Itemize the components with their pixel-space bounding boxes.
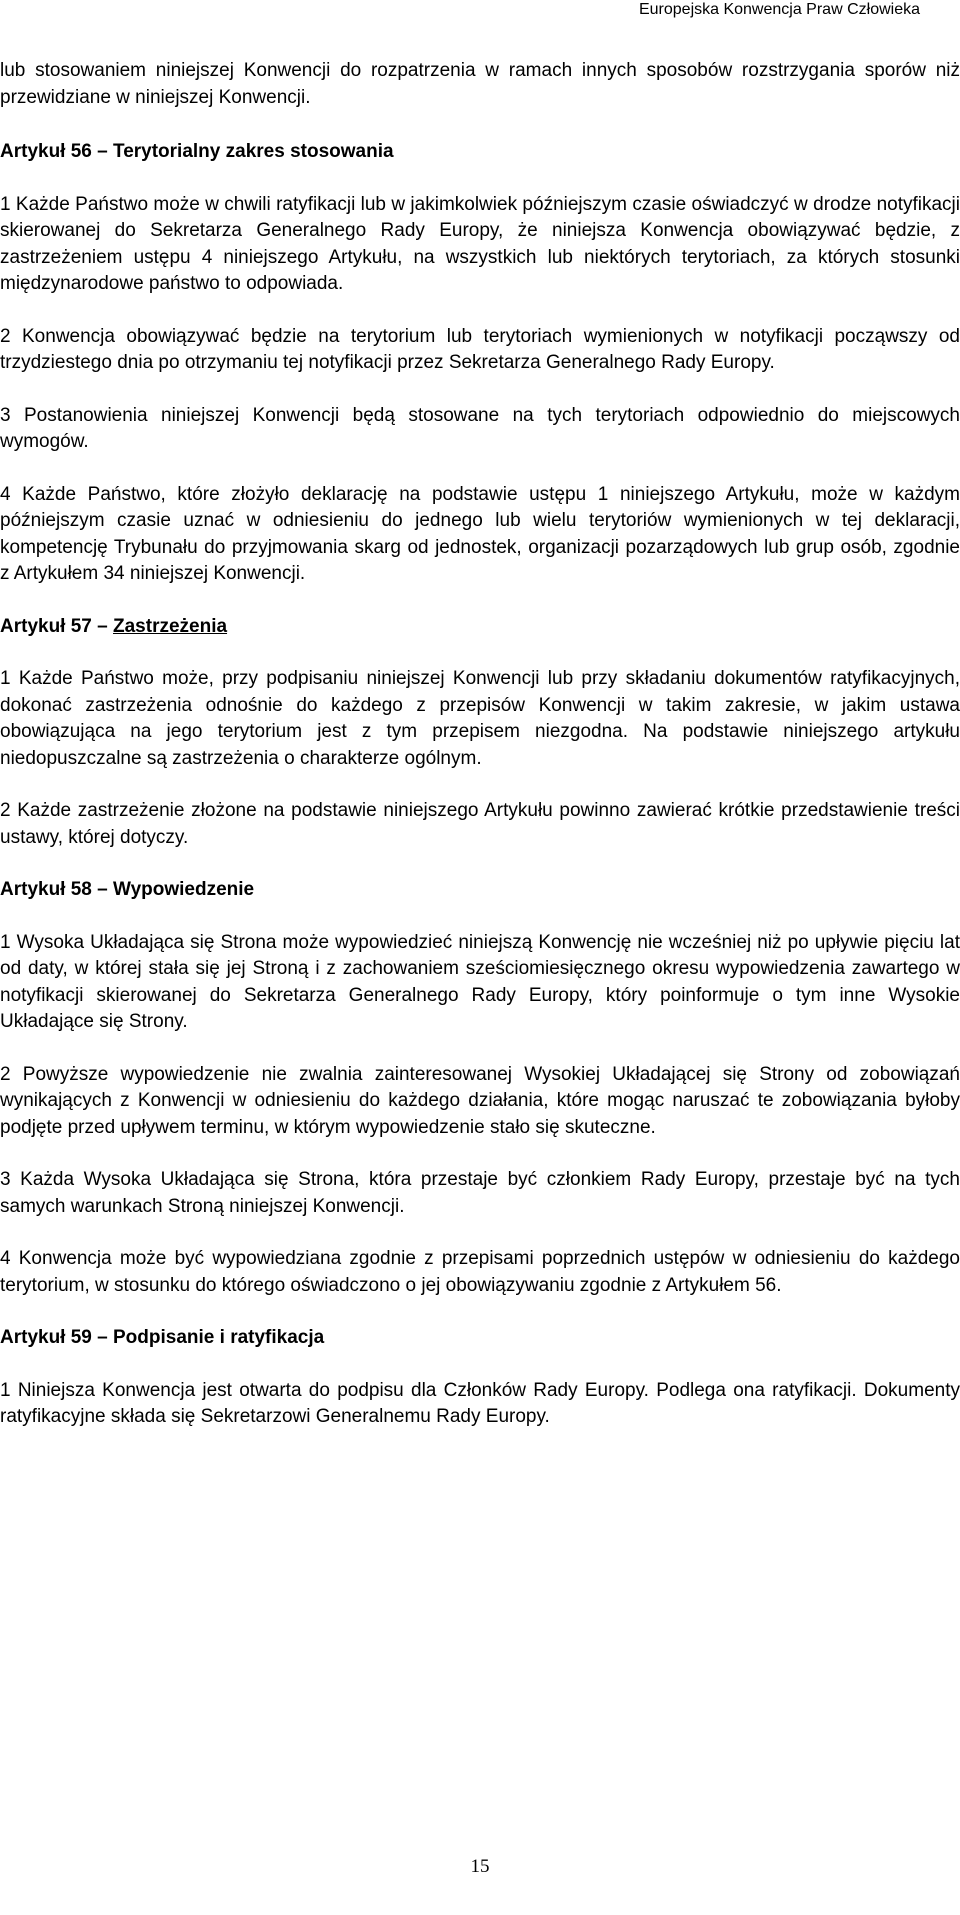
intro-paragraph: lub stosowaniem niniejszej Konwencji do rozpatrzenia w ramach innych sposobów rozstrzygania sporów niż przewidziane w niniejszej Konwencji. [0, 60, 960, 108]
article-56-paragraph-2: 2 Konwencja obowiązywać będzie na terytorium lub terytoriach wymienionych w notyfikacji począwszy od trzydziestego dnia po otrzymaniu tej notyfikacji przez Sekretarza Generalnego Rady Europy. [0, 325, 960, 373]
article-title: Wypowiedzenie [113, 879, 255, 900]
article-number: Artykuł 59 – [0, 1327, 113, 1348]
article-title: Podpisanie i ratyfikacja [113, 1327, 325, 1348]
running-header: Europejska Konwencja Praw Człowieka [638, 1, 920, 18]
article-59-heading [0, 1325, 960, 1352]
article-number: Artykuł 56 – [0, 141, 113, 162]
article-58-paragraph-3: 3 Każda Wysoka Układająca się Strona, która przestaje być członkiem Rady Europy, przestaje być na tych samych warunkach Stroną niniejszej Konwencji. [0, 1169, 960, 1217]
article-56-paragraph-3: 3 Postanowienia niniejszej Konwencji będą stosowane na tych terytoriach odpowiednio do miejscowych wymogów. [0, 404, 960, 452]
article-58-paragraph-4: 4 Konwencja może być wypowiedziana zgodnie z przepisami poprzednich ustępów w odniesieniu do każdego terytorium, w stosunku do którego oświadczono o jej obowiązywaniu zgodnie z Artykułem 56. [0, 1248, 960, 1296]
article-number: Artykuł 57 – [0, 615, 113, 637]
page-number: 15 [470, 1856, 490, 1877]
article-58-paragraph-1: 1 Wysoka Układająca się Strona może wypowiedzieć niniejszą Konwencję nie wcześniej niż po upływie pięciu lat od daty, w której stała się jej Stroną i z zachowaniem sześciomiesięcznego okresu wypowiedzenia zawartego w notyfikacji skierowanej do Sekretarza Generalnego Rady Europy, który poinformuje o tym inne Wysokie Układające się Strony. [0, 931, 960, 1032]
document-body [0, 58, 960, 1457]
article-58-heading [0, 877, 960, 904]
article-58-paragraph-2: 2 Powyższe wypowiedzenie nie zwalnia zainteresowanej Wysokiej Układającej się Strony od zobowiązań wynikających z Konwencji w odniesieniu do każdego działania, które mogąc naruszać te zobowiązania byłoby podjęte przed upływem terminu, w którym wypowiedzenie stało się skuteczne. [0, 1063, 960, 1138]
article-59-paragraph-1: 1 Niniejsza Konwencja jest otwarta do podpisu dla Członków Rady Europy. Podlega ona ratyfikacji. Dokumenty ratyfikacyjne składa się Sekretarzowi Generalnemu Rady Europy. [0, 1379, 960, 1427]
article-56-paragraph-4: 4 Każde Państwo, które złożyło deklarację na podstawie ustępu 1 niniejszego Artykułu, może w każdym późniejszym czasie uznać w odniesieniu do jednego lub wielu terytoriów wymienionych w tej deklaracji, kompetencję Trybunału do przyjmowania skarg od jednostek, organizacji pozarządowych lub grup osób, zgodnie z Artykułem 34 niniejszej Konwencji. [0, 483, 960, 584]
article-57-paragraph-1: 1 Każde Państwo może, przy podpisaniu niniejszej Konwencji lub przy składaniu dokumentów ratyfikacyjnych, dokonać zastrzeżenia odnośnie do każdego z przepisów Konwencji w takim zakresie, w jakim ustawa obowiązująca na jego terytorium jest z tym przepisem niezgodna. Na podstawie niniejszego artykułu niedopuszczalne są zastrzeżenia o charakterze ogólnym. [0, 668, 960, 769]
article-56-paragraph-1: 1 Każde Państwo może w chwili ratyfikacji lub w jakimkolwiek późniejszym czasie oświadczyć w drodze notyfikacji skierowanej do Sekretarza Generalnego Rady Europy, że niniejsza Konwencja obowiązywać będzie, z zastrzeżeniem ustępu 4 niniejszego Artykułu, na wszystkich lub niektórych terytoriach, za których stosunki międzynarodowe państwo to odpowiada. [0, 193, 960, 294]
article-57-heading [0, 614, 960, 641]
article-title: Zastrzeżenia [113, 615, 228, 637]
article-57-paragraph-2: 2 Każde zastrzeżenie złożone na podstawie niniejszego Artykułu powinno zawierać krótkie przedstawienie treści ustawy, której dotyczy. [0, 800, 960, 848]
article-56-heading [0, 139, 960, 166]
article-title: Terytorialny zakres stosowania [113, 141, 394, 162]
article-number: Artykuł 58 – [0, 879, 113, 900]
